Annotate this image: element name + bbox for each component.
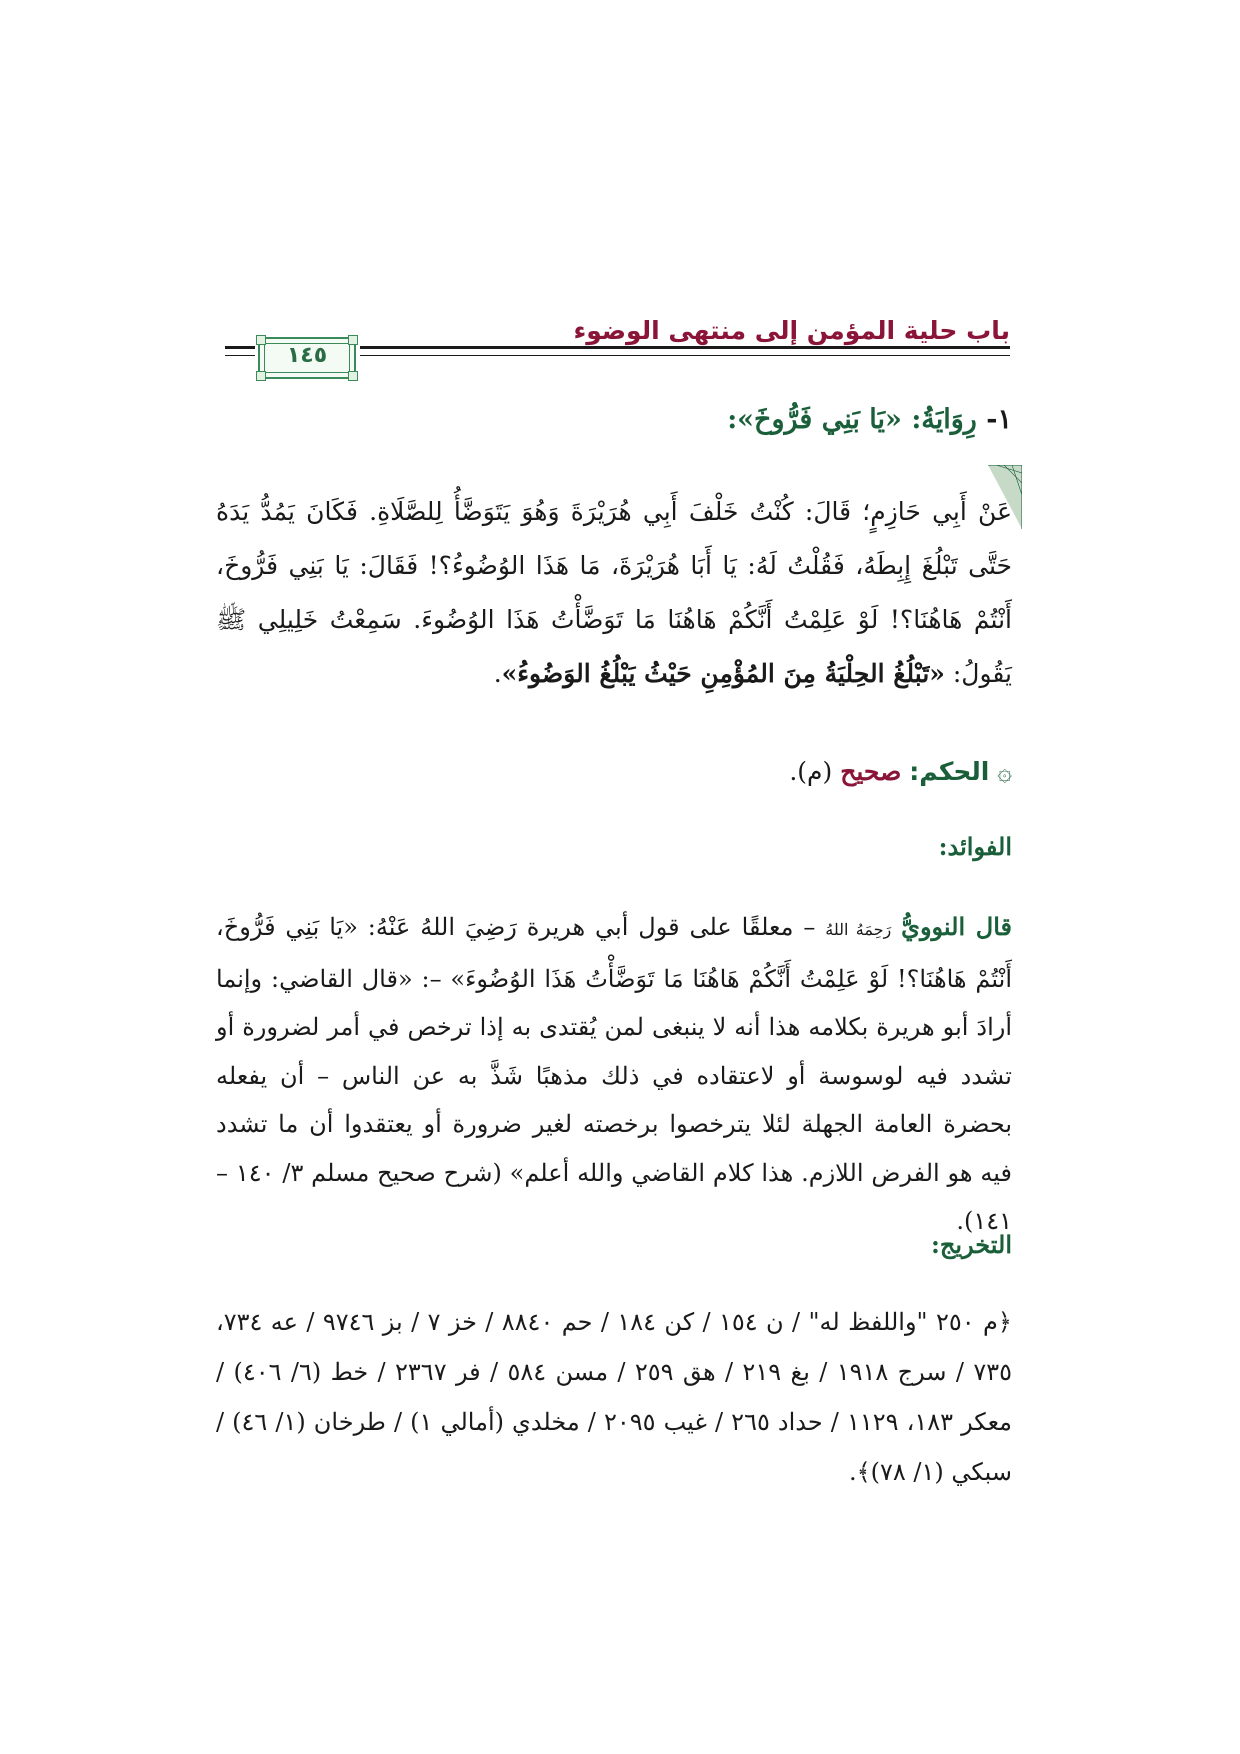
section-title: رِوَايَةُ: «يَا بَنِي فَرُّوخَ»: [727,404,977,435]
hadith-ruling [212,757,1012,786]
takhrij-text: ﴿م ٢٥٠ "واللفظ له" / ن ١٥٤ / كن ١٨٤ / حم ٨٨٤٠ / خز ٧ / بز ٩٧٤٦ / عه ٧٣٤، ٧٣٥ / سرج ١٩١٨ / بغ ٢١٩ / هق ٢٥٩ / مسن ٥٨٤ / فر ٢٣٦٧ / خط (٦/ ٤٠٦) / معكر ١٨٣، ١١٢٩ / حداد ٢٦٥ / غيب ٢٠٩٥ / مخلدي (أمالي ١) / طرخان (١/ ٤٦) / سبكي (١/ ٧٨)﴾. [216,1308,1012,1486]
hadith-text: عَنْ أَبِي حَازِمٍ؛ قَالَ: كُنْتُ خَلْفَ أَبِي هُرَيْرَةَ وَهُوَ يَتَوَضَّأُ لِلصَّلَاةِ. فَكَانَ يَمُدُّ يَدَهُ حَتَّى تَبْلُغَ إِبِطَهُ، فَقُلْتُ لَهُ: يَا أَبَا هُرَيْرَةَ، مَا هَذَا الوُضُوءُ؟! فَقَالَ: يَا بَنِي فَرُّوخَ، أَنْتُمْ هَاهُنَا؟! لَوْ عَلِمْتُ أَنَّكُمْ هَاهُنَا مَا تَوَضَّأْتُ هَذَا الوُضُوءَ. سَمِعْتُ خَلِيلِي ﷺ يَقُولُ: [216,497,1012,688]
takhrij-heading: التخريج: [931,1230,1012,1259]
page-number: ١٤٥ [286,343,328,368]
benefits-heading: الفوائد: [938,832,1012,861]
badge-corner-ornament [256,371,266,381]
prophetic-saying: «تَبْلُغُ الحِلْيَةُ مِنَ المُؤْمِنِ حَيْثُ يَبْلُغُ الوَضُوءُ» [501,659,945,688]
hadith-text-block [216,485,1012,701]
header-rule-right-thin [360,355,1010,356]
ruling-label: الحكم: [909,757,990,786]
honorific: رَحِمَهُ اللهُ [825,920,892,939]
badge-corner-ornament [348,371,358,381]
ruling-source: (م). [789,757,833,786]
header-rule-left-thin [225,355,255,356]
running-header-title: باب حلية المؤمن إلى منتهى الوضوء [573,316,1010,345]
commentary-speaker: قال النوويُّ [901,912,1012,941]
header-rule-right [360,346,1010,349]
section-heading [212,404,1012,435]
ruling-value: صحيح [840,757,902,786]
page-number-badge [258,337,356,379]
hadith-end: . [493,659,502,688]
header-rule-left [225,346,255,349]
ruling-ornament-icon: ۞ [997,757,1012,786]
section-number: ١- [986,404,1012,435]
commentary-block [216,903,1012,1246]
commentary-text: – معلقًا على قول أبي هريرة رَضِيَ اللهُ عَنْهُ: «يَا بَنِي فَرُّوخَ، أَنْتُمْ هَاهُنَا؟! لَوْ عَلِمْتُ أَنَّكُمْ هَاهُنَا مَا تَوَضَّأْتُ هَذَا الوُضُوءَ» –: «قال القاضي: وإنما أرادَ أبو هريرة بكلامه هذا أنه لا ينبغى لمن يُقتدى به إذا ترخص في أمر لضرورة أو تشدد فيه لوسوسة أو لاعتقاده في ذلك مذهبًا شَذَّ به عن الناس – أن يفعله بحضرة العامة الجهلة لئلا يترخصوا برخصته لغير ضرورة أو يعتقدوا أن ما تشدد فيه هو الفرض اللازم. هذا كلام القاضي والله أعلم» (شرح صحيح مسلم ٣/ ١٤٠ – ١٤١). [216,913,1012,1235]
